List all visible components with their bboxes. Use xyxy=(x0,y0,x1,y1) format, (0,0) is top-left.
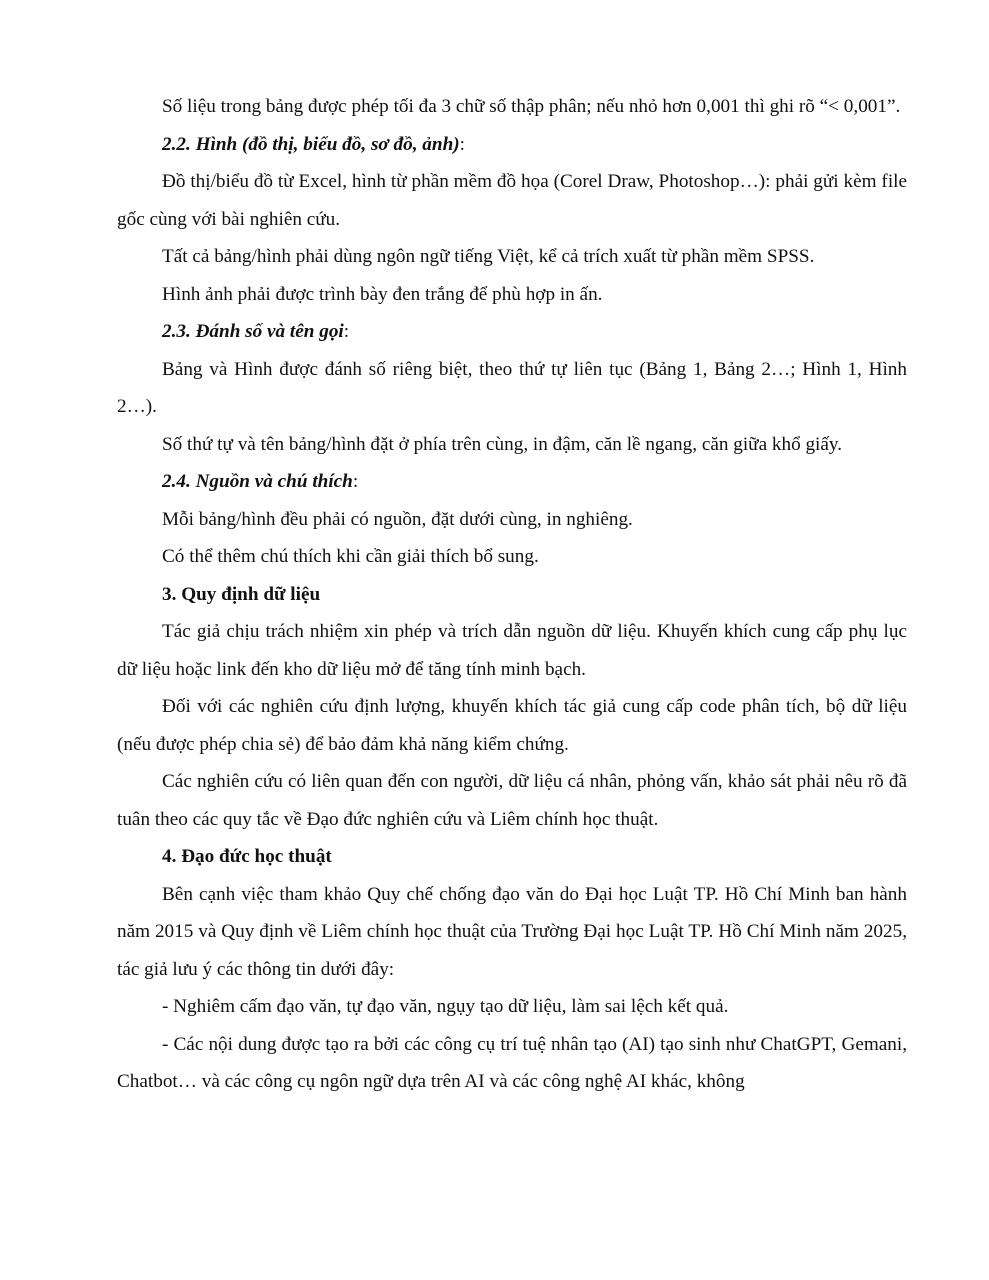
heading-colon: : xyxy=(352,471,359,492)
paragraph-numbering-rule: Bảng và Hình được đánh số riêng biệt, theo thứ tự liên tục (Bảng 1, Bảng 2…; Hình 1, Hình 2…). xyxy=(117,358,907,417)
paragraph-ai-content: - Các nội dung được tạo ra bởi các công cụ trí tuệ nhân tạo (AI) tạo sinh như ChatGPT, Gemani, Chatbot… và các công cụ ngôn ngữ dựa trên AI và các công nghệ AI khác, không xyxy=(117,1033,907,1092)
paragraph-language-rule: Tất cả bảng/hình phải dùng ngôn ngữ tiếng Việt, kể cả trích xuất từ phần mềm SPSS. xyxy=(162,246,815,267)
paragraph-black-white-rule: Hình ảnh phải được trình bày đen trắng để phù hợp in ấn. xyxy=(162,283,603,305)
heading-colon: : xyxy=(459,133,465,155)
paragraph-quantitative-code: Đối với các nghiên cứu định lượng, khuyến khích tác giả cung cấp code phân tích, bộ dữ liệu (nếu được phép chia sẻ) để bảo đảm khả năng kiểm chứng. xyxy=(117,696,907,755)
paragraph-plagiarism-ban: - Nghiêm cấm đạo văn, tự đạo văn, ngụy tạo dữ liệu, làm sai lệch kết quả. xyxy=(162,996,729,1017)
heading-colon: : xyxy=(343,321,350,342)
paragraph-plagiarism-regulation: Bên cạnh việc tham khảo Quy chế chống đạo văn do Đại học Luật TP. Hồ Chí Minh ban hành năm 2015 và Quy định về Liêm chính học thuật của Trường Đại học Luật TP. Hồ Chí Minh năm 2025, tác giả lưu ý các thông tin dưới đây: xyxy=(117,883,907,980)
paragraph-note-rule: Có thể thêm chú thích khi cần giải thích bổ sung. xyxy=(162,546,539,567)
section-heading-4: 4. Đạo đức học thuật xyxy=(162,846,332,867)
section-heading-2-2-text: 2.2. Hình (đồ thị, biểu đồ, sơ đồ, ảnh) xyxy=(162,133,460,155)
section-heading-2-3 xyxy=(117,313,907,351)
document-page xyxy=(117,88,907,1101)
paragraph-data-permission: Tác giả chịu trách nhiệm xin phép và trích dẫn nguồn dữ liệu. Khuyến khích cung cấp phụ lục dữ liệu hoặc link đến kho dữ liệu mở để tăng tính minh bạch. xyxy=(117,621,907,680)
section-heading-2-4-text: 2.4. Nguồn và chú thích xyxy=(162,471,353,492)
paragraph-source-rule: Mỗi bảng/hình đều phải có nguồn, đặt dưới cùng, in nghiêng. xyxy=(162,508,633,530)
section-heading-2-4 xyxy=(117,463,907,501)
section-heading-2-3-text: 2.3. Đánh số và tên gọi xyxy=(162,321,344,342)
paragraph-chart-source-files: Đồ thị/biểu đồ từ Excel, hình từ phần mềm đồ họa (Corel Draw, Photoshop…): phải gửi kèm file gốc cùng với bài nghiên cứu. xyxy=(117,171,907,230)
paragraph-title-position-rule: Số thứ tự và tên bảng/hình đặt ở phía trên cùng, in đậm, căn lề ngang, căn giữa khổ giấy. xyxy=(162,433,843,455)
section-heading-2-2 xyxy=(117,126,907,164)
paragraph-human-research-ethics: Các nghiên cứu có liên quan đến con người, dữ liệu cá nhân, phỏng vấn, khảo sát phải nêu rõ đã tuân theo các quy tắc về Đạo đức nghiên cứu và Liêm chính học thuật. xyxy=(117,771,907,830)
section-heading-3: 3. Quy định dữ liệu xyxy=(162,583,321,605)
paragraph-decimal-rule: Số liệu trong bảng được phép tối đa 3 chữ số thập phân; nếu nhỏ hơn 0,001 thì ghi rõ “< 0,001”. xyxy=(162,96,901,117)
